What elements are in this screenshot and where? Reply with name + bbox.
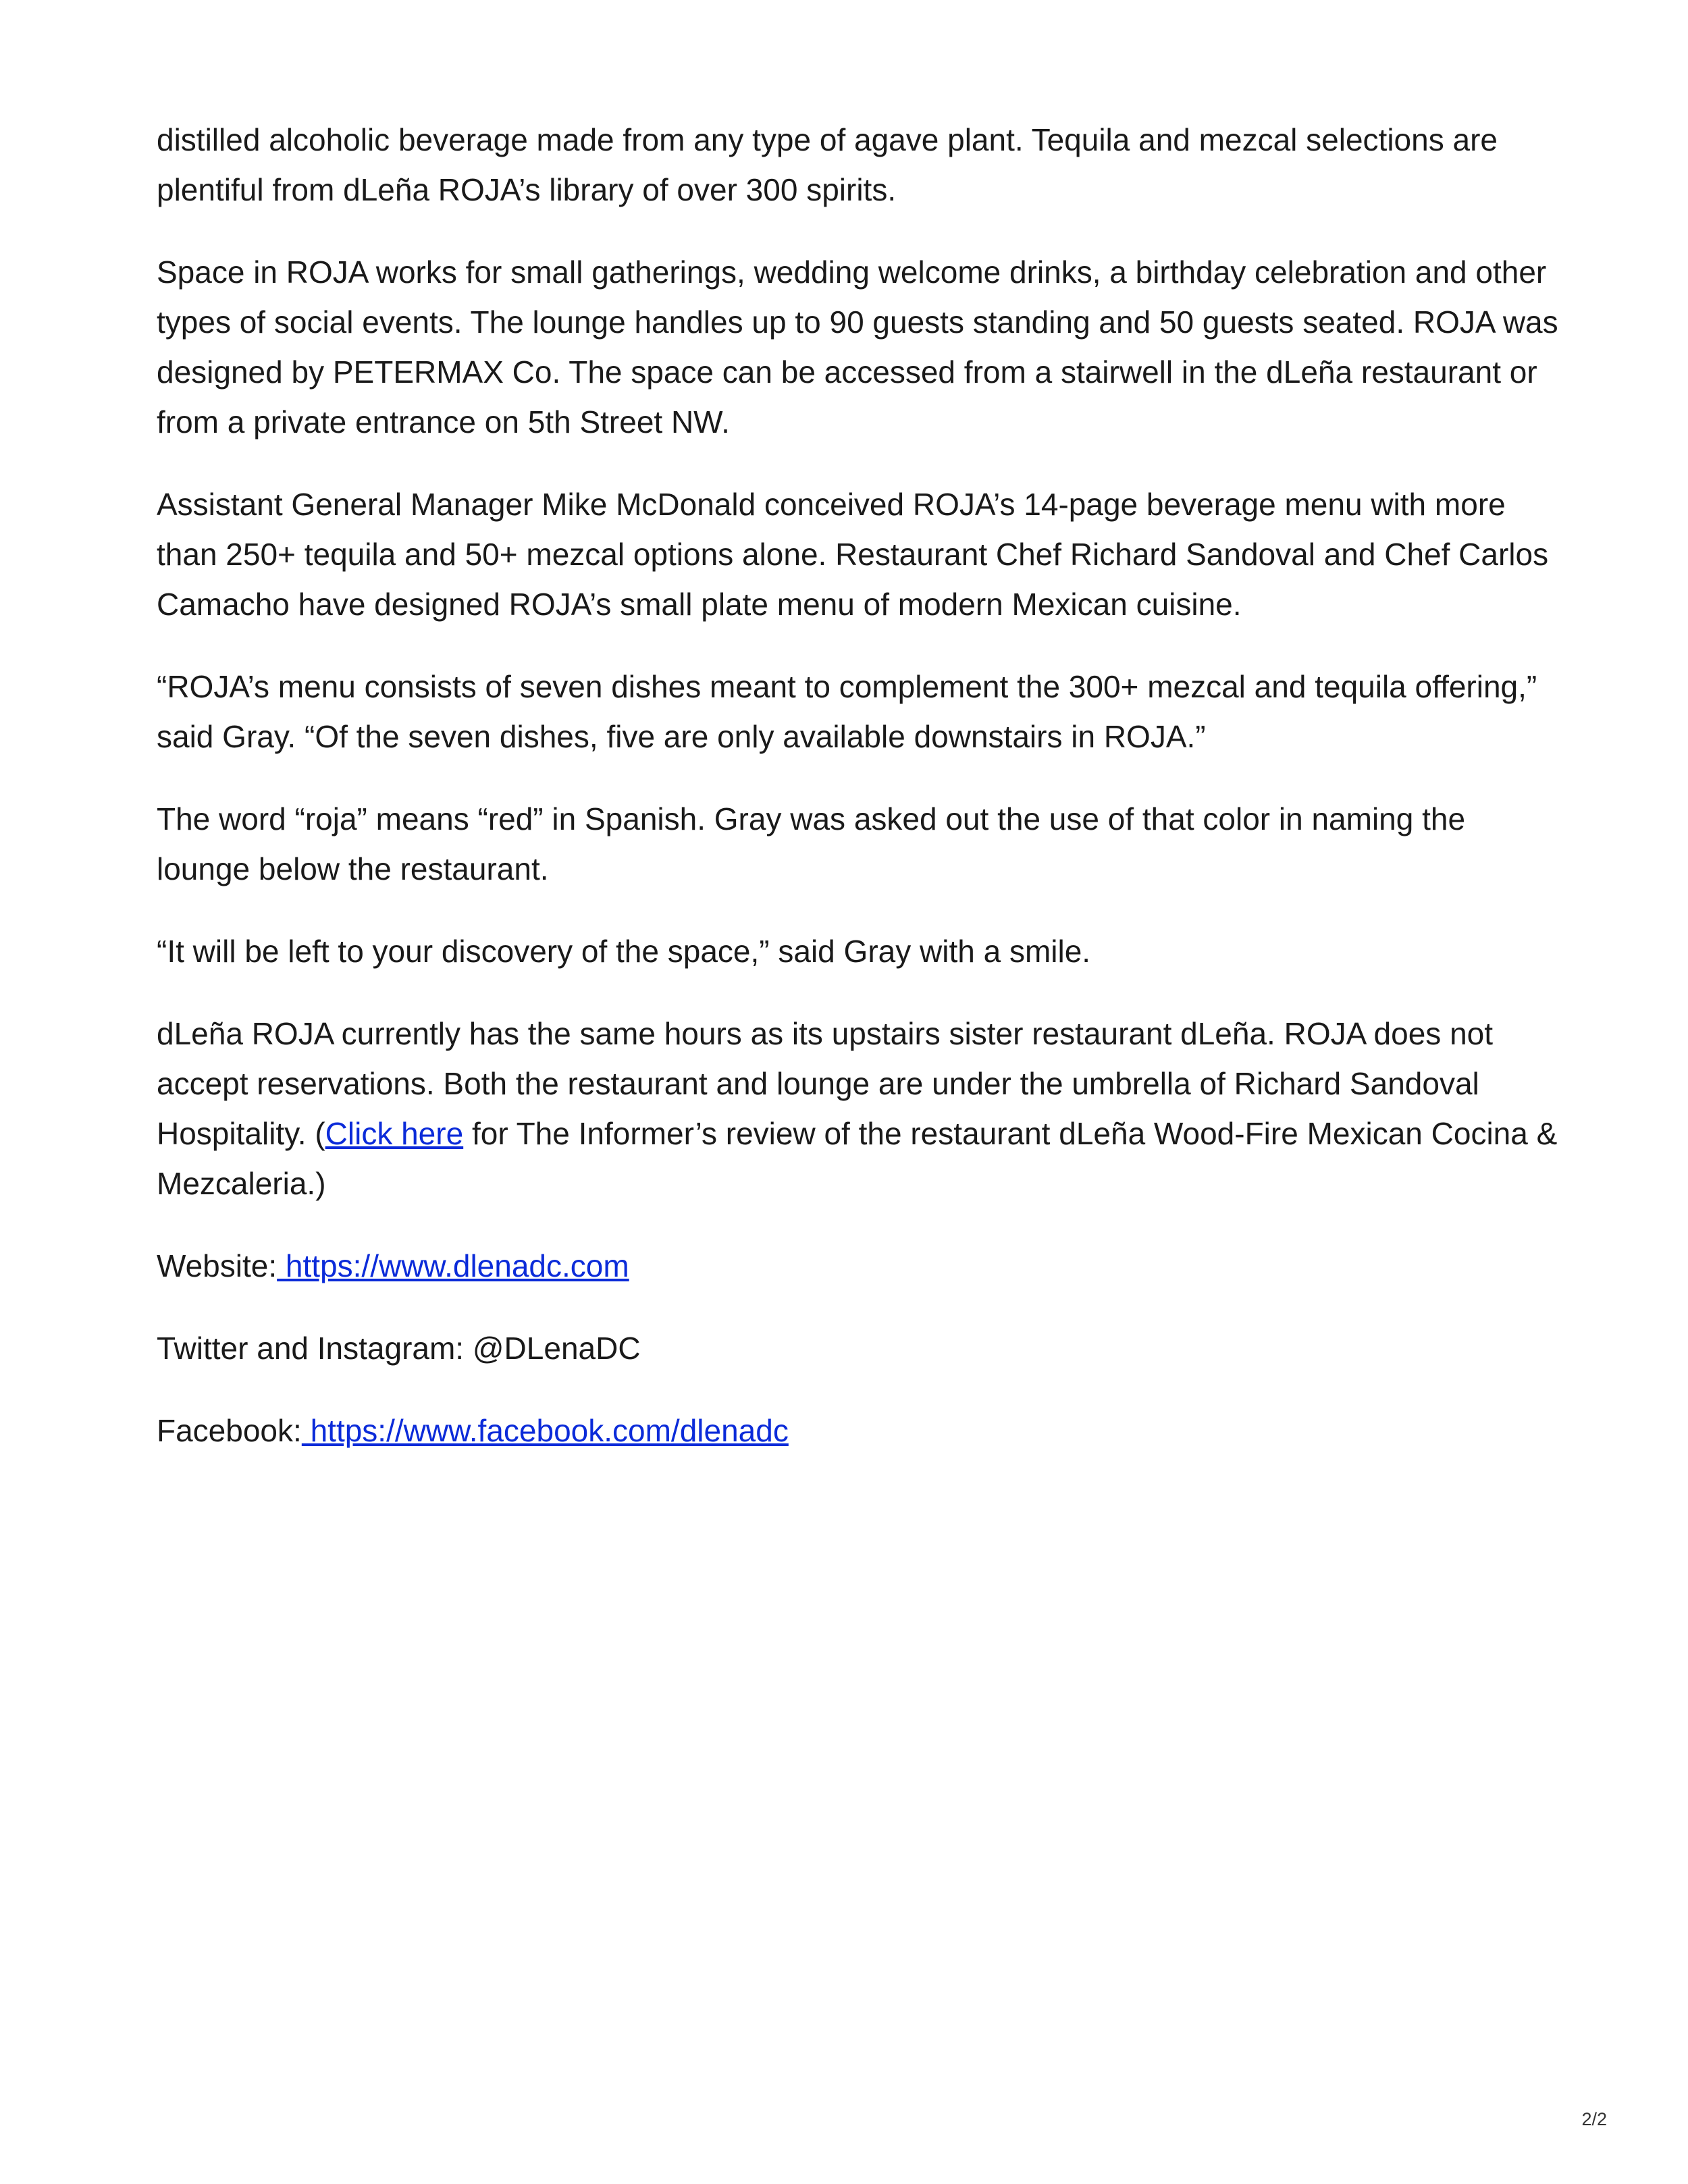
facebook-line: [157, 1406, 1561, 1456]
website-label: Website:: [157, 1248, 278, 1283]
page-number: 2/2: [1581, 2109, 1607, 2129]
article-body: [157, 115, 1561, 1488]
facebook-link[interactable]: https://www.facebook.com/dlenadc: [301, 1413, 789, 1448]
website-link[interactable]: https://www.dlenadc.com: [277, 1248, 629, 1283]
paragraph-quote-discovery: “It will be left to your discovery of the space,” said Gray with a smile.: [157, 934, 1091, 969]
paragraph-quote-menu: “ROJA’s menu consists of seven dishes meant to complement the 300+ mezcal and tequila offering,” said Gray. “Of the seven dishes, five are only available downstairs in ROJA.”: [157, 669, 1537, 754]
paragraph-roja-meaning: The word “roja” means “red” in Spanish. Gray was asked out the use of that color in naming the lounge below the restaurant.: [157, 801, 1466, 886]
paragraph-hours: [157, 1009, 1561, 1208]
website-line: [157, 1241, 1561, 1291]
hours-text-after: for The Informer’s review of the restaurant dLeña Wood-Fire Mexican Cocina & Mezcaleria.): [157, 1116, 1558, 1201]
facebook-label: Facebook:: [157, 1413, 302, 1448]
click-here-link[interactable]: Click here: [325, 1116, 464, 1151]
paragraph-agave: distilled alcoholic beverage made from any type of agave plant. Tequila and mezcal selections are plentiful from dLeña ROJA’s library of over 300 spirits.: [157, 122, 1498, 207]
social-line: Twitter and Instagram: @DLenaDC: [157, 1331, 641, 1366]
paragraph-space: Space in ROJA works for small gatherings, wedding welcome drinks, a birthday celebration and other types of social events. The lounge handles up to 90 guests standing and 50 guests seated. ROJA was designed by PETERMAX Co. The space can be accessed from a stairwell in the dLeña restaurant or from a private entrance on 5th Street NW.: [157, 255, 1558, 440]
hours-text-before: dLeña ROJA currently has the same hours as its upstairs sister restaurant dLeña. ROJA does not accept reservations. Both the restaurant and lounge are under the umbrella of Richard Sandoval Hospitality. (: [157, 1016, 1494, 1151]
paragraph-menu: Assistant General Manager Mike McDonald conceived ROJA’s 14-page beverage menu with more than 250+ tequila and 50+ mezcal options alone. Restaurant Chef Richard Sandoval and Chef Carlos Camacho have designed ROJA’s small plate menu of modern Mexican cuisine.: [157, 487, 1549, 622]
